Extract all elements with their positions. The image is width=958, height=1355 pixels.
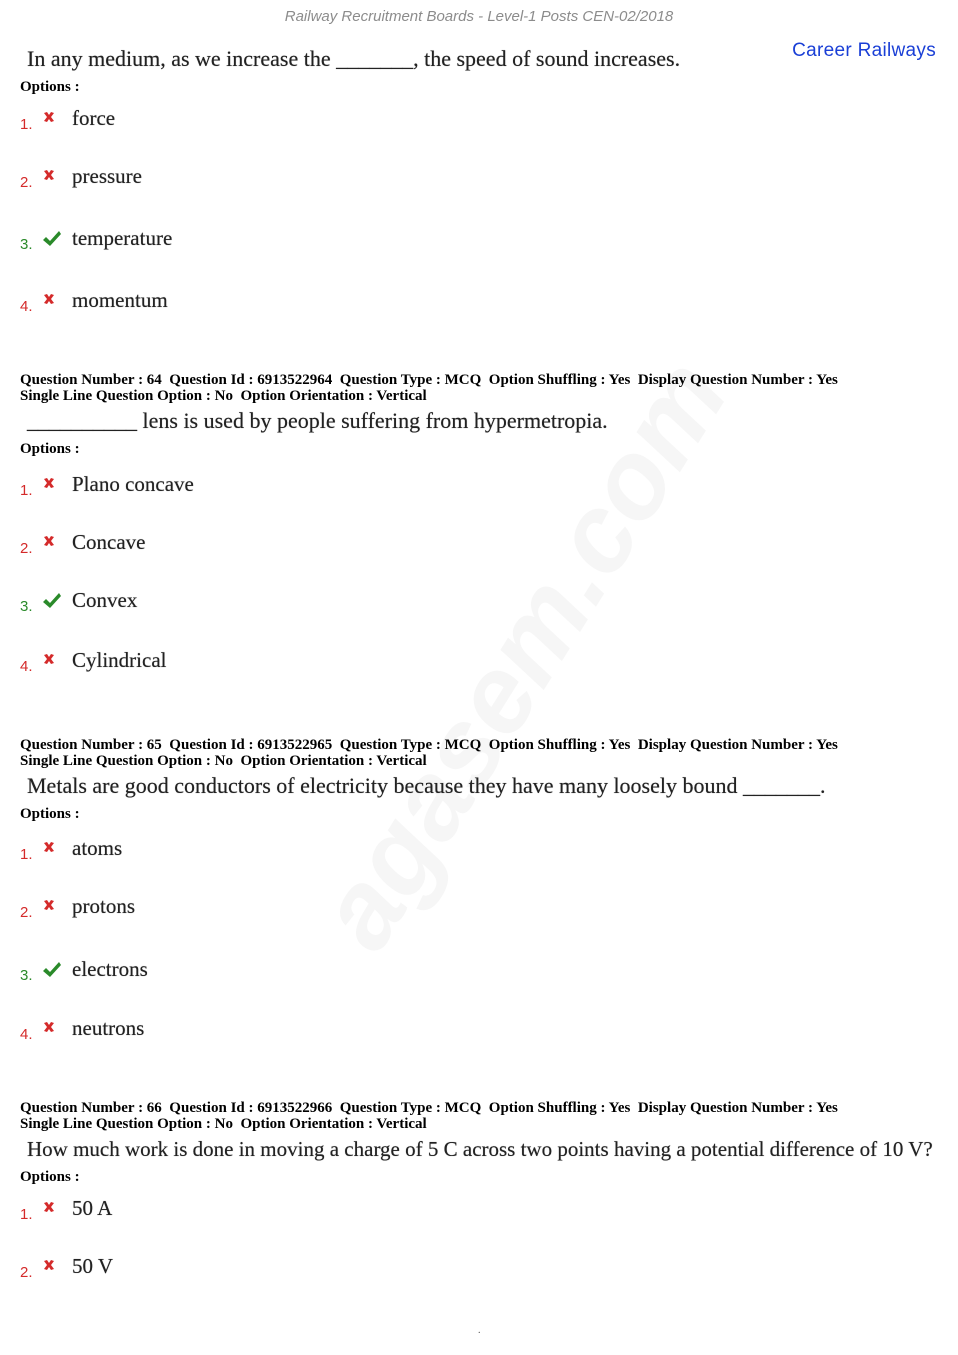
- option-text: Plano concave: [72, 472, 194, 496]
- question-65: [20, 737, 935, 823]
- option-text: momentum: [72, 288, 168, 312]
- option-text: Cylindrical: [72, 648, 167, 672]
- option-number: 1.: [20, 1206, 33, 1223]
- option-number: 1.: [20, 116, 33, 133]
- cross-mark-icon: [42, 1020, 60, 1038]
- question-meta-line1: Question Number : 66 Question Id : 6913522966 Question Type : MCQ Option Shuffling : Yes Display Question Number : Yes: [20, 1100, 838, 1116]
- question-text: How much work is done in moving a charge of 5 C across two points having a potential difference of 10 V?: [27, 1137, 933, 1161]
- cross-mark-icon: [42, 1258, 60, 1276]
- option-number: 2.: [20, 904, 33, 921]
- cross-mark-icon: [42, 1200, 60, 1218]
- option-number: 4.: [20, 658, 33, 675]
- options-label: Options :: [20, 441, 80, 457]
- option-number: 4.: [20, 1026, 33, 1043]
- cross-mark-icon: [42, 292, 60, 310]
- option-text: Concave: [72, 530, 146, 554]
- option-number: 1.: [20, 846, 33, 863]
- options-list-64: [20, 472, 935, 692]
- question-63: [20, 44, 935, 96]
- question-text: In any medium, as we increase the _______, the speed of sound increases.: [27, 46, 681, 71]
- brand-label: Career Railways: [792, 40, 936, 61]
- option-number: 3.: [20, 967, 33, 984]
- check-mark-icon: [42, 961, 60, 979]
- option-text: 50 V: [72, 1254, 114, 1278]
- option-text: temperature: [72, 226, 173, 250]
- question-meta-line1: Question Number : 64 Question Id : 6913522964 Question Type : MCQ Option Shuffling : Yes Display Question Number : Yes: [20, 372, 838, 388]
- cross-mark-icon: [42, 476, 60, 494]
- options-label: Options :: [20, 79, 80, 95]
- option-number: 3.: [20, 236, 33, 253]
- page-header: Railway Recruitment Boards - Level-1 Posts CEN-02/2018: [284, 8, 674, 25]
- question-meta-line2: Single Line Question Option : No Option Orientation : Vertical: [20, 388, 427, 404]
- option-number: 2.: [20, 174, 33, 191]
- option-text: protons: [72, 894, 135, 918]
- check-mark-icon: [42, 592, 60, 610]
- page-footer-dot: .: [478, 1325, 481, 1336]
- option-text: neutrons: [72, 1016, 145, 1040]
- option-number: 4.: [20, 298, 33, 315]
- cross-mark-icon: [42, 168, 60, 186]
- cross-mark-icon: [42, 534, 60, 552]
- option-text: pressure: [72, 164, 142, 188]
- check-mark-icon: [42, 230, 60, 248]
- options-list-63: [20, 106, 935, 326]
- option-number: 3.: [20, 598, 33, 615]
- options-label: Options :: [20, 806, 80, 822]
- option-text: atoms: [72, 836, 123, 860]
- option-text: force: [72, 106, 116, 130]
- option-text: electrons: [72, 957, 148, 981]
- cross-mark-icon: [42, 652, 60, 670]
- question-64: [20, 372, 935, 458]
- option-number: 2.: [20, 540, 33, 557]
- options-list-66: [20, 1196, 935, 1296]
- option-number: 2.: [20, 1264, 33, 1281]
- options-list-65: [20, 836, 935, 1056]
- question-text: Metals are good conductors of electricity because they have many loosely bound _______.: [27, 773, 826, 798]
- option-text: Convex: [72, 588, 138, 612]
- question-text: __________ lens is used by people suffering from hypermetropia.: [27, 408, 608, 433]
- option-number: 1.: [20, 482, 33, 499]
- cross-mark-icon: [42, 840, 60, 858]
- option-text: 50 A: [72, 1196, 113, 1220]
- cross-mark-icon: [42, 898, 60, 916]
- question-meta-line2: Single Line Question Option : No Option Orientation : Vertical: [20, 753, 427, 769]
- cross-mark-icon: [42, 110, 60, 128]
- question-meta-line1: Question Number : 65 Question Id : 6913522965 Question Type : MCQ Option Shuffling : Yes Display Question Number : Yes: [20, 737, 838, 753]
- question-66: [20, 1100, 935, 1186]
- options-label: Options :: [20, 1169, 80, 1185]
- question-meta-line2: Single Line Question Option : No Option Orientation : Vertical: [20, 1116, 427, 1132]
